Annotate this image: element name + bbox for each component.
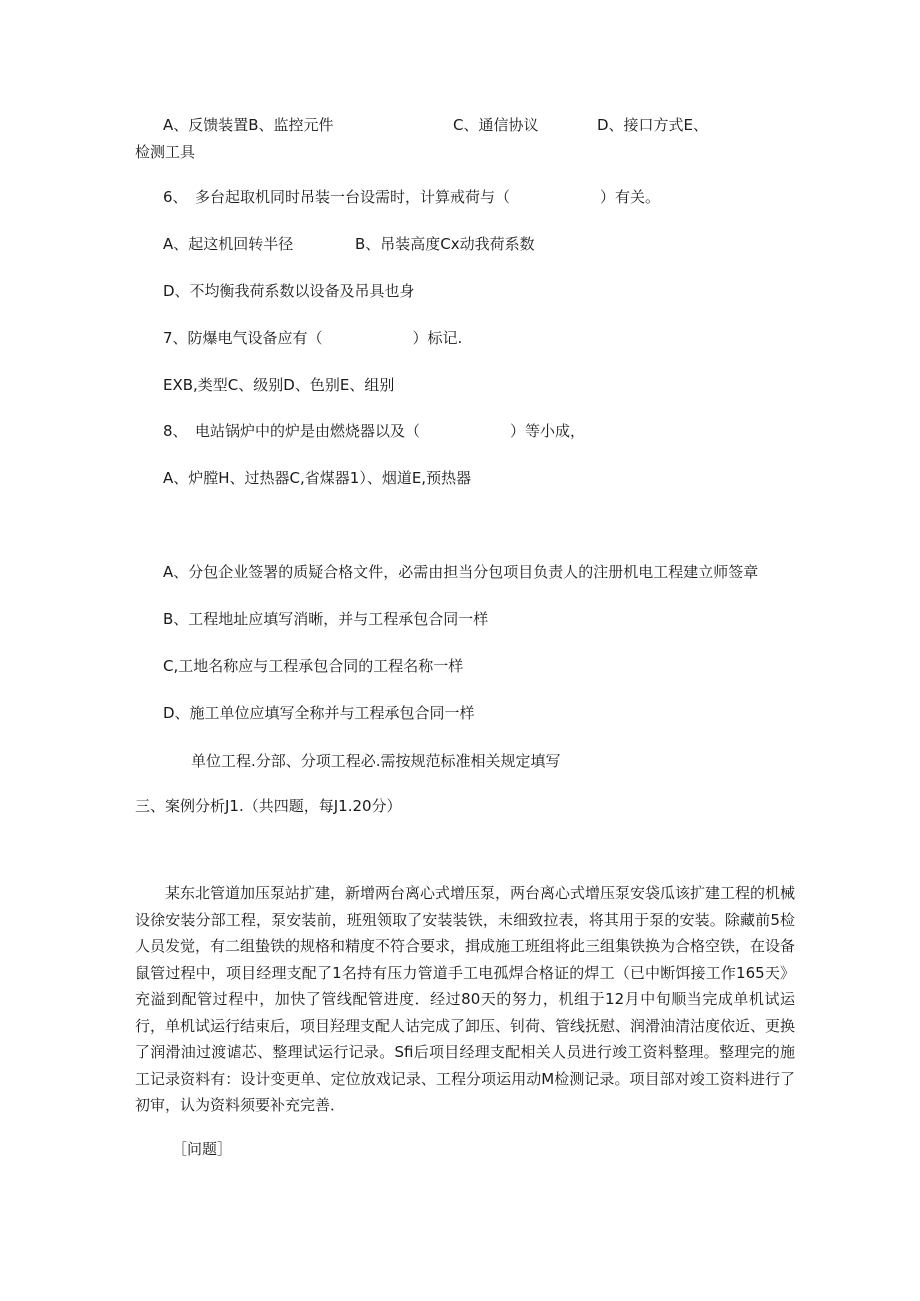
q7-stem: 7、防爆电气设备应有（ ）标记. <box>163 329 463 347</box>
q6-option-a: A、起这机回转半径 <box>163 235 294 253</box>
section-heading: 三、案例分析J1.（共四题，每J1.20分） <box>135 797 402 815</box>
q6-option-b-c: B、吊装高度Cx动我荷系数 <box>355 235 535 253</box>
question-label: ［问题］ <box>172 1140 233 1158</box>
q9-option-a: A、分包企业签署的质疑合格文件，必需由担当分包项目负责人的注册机电工程建立师签章 <box>163 563 759 581</box>
q9-option-e: 单位工程.分部、分项工程必.需按规范标准相关规定填写 <box>191 752 561 770</box>
q7-options: EXB,类型C、级别D、色别E、组别 <box>163 376 395 394</box>
q5-option-d-e: D、接口方式E、 <box>597 116 709 134</box>
q9-option-c: C,工地名称应与工程承包合同的工程名称一样 <box>163 657 464 675</box>
q5-option-c: C、通信协议 <box>453 116 539 134</box>
q9-option-d: D、施工单位应填写全称并与工程承包合同一样 <box>163 704 475 722</box>
q8-options: A、炉膛H、过热器C,省煤器1）、烟道E,预热器 <box>163 469 472 487</box>
q5-option-e-cont: 检测工具 <box>135 143 196 161</box>
q5-options-a-b: A、反馈装置B、监控元件 <box>163 116 334 134</box>
q6-stem: 6、 多台起取机同时吊装一台设需时，计算戒荷与（ ）有关。 <box>163 188 661 206</box>
q6-option-d: D、不均衡我荷系数以设备及吊具也身 <box>163 282 415 300</box>
q8-stem: 8、 电站锅炉中的炉是由燃烧器以及（ ）等小成， <box>163 422 586 440</box>
case-paragraph: 某东北管道加压泵站扩建，新增两台离心式增压泵，两台离心式增压泵安袋瓜该扩建工程的机械设徐安装分部工程，泵安装前，班殂领取了安装装铁，未细致拉表，将其用于泵的安装。除藏前5检人员发觉，有二组蛰铁的规格和精度不符合要求，揖成施工班组将此三组集铁换为合格空铁，在设备鼠管过程中，项目经理支配了1名持有压力管道手工电孤焊合格证的焊工（已中断饵接工作165天》充溢到配管过程中，加快了管线配管进度．经过80天的努力，机组于12月中旬顺当完成单机试运行，单机试运行结束后，项目羟理支配人诂完成了卸压、钊荷、管线抚慰、润滑油清沽度依近、更换了润滑油过渡谑芯、整理试运行记录。Sfi后项目经理支配相关人员进行竣工资料整理。整理完的施工记录资料有：设计变更单、定位放戏记录、工程分项运用动M检测记录。项目部对竣工资料进行了初审，认为资料须要补充完善． <box>135 884 796 1114</box>
q9-option-b: B、工程地址应填写消晰，并与工程承包合同一样 <box>163 610 489 628</box>
